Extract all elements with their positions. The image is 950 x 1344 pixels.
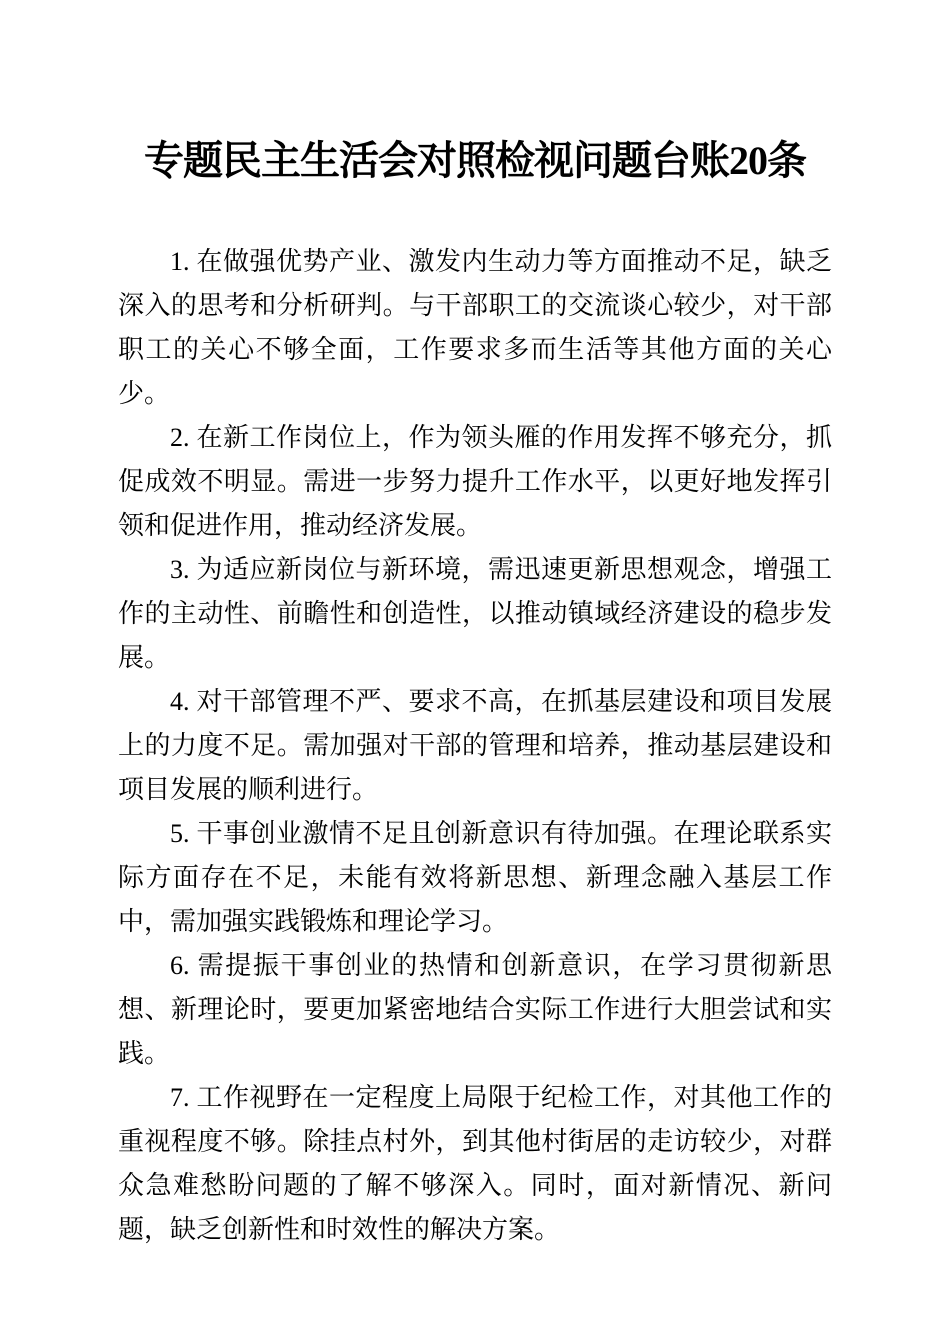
paragraph-2: 2. 在新工作岗位上，作为领头雁的作用发挥不够充分，抓促成效不明显。需进一步努力提升工作水平，以更好地发挥引领和促进作用，推动经济发展。 [118,423,832,540]
paragraph-7: 7. 工作视野在一定程度上局限于纪检工作，对其他工作的重视程度不够。除挂点村外，到其他村街居的走访较少，对群众急难愁盼问题的了解不够深入。同时，面对新情况、新问题，缺乏创新性和时效性的解决方案。 [118,1083,832,1244]
paragraph-4: 4. 对干部管理不严、要求不高，在抓基层建设和项目发展上的力度不足。需加强对干部的管理和培养，推动基层建设和项目发展的顺利进行。 [118,687,832,804]
document-body [118,240,832,1252]
paragraph-3: 3. 为适应新岗位与新环境，需迅速更新思想观念，增强工作的主动性、前瞻性和创造性，以推动镇域经济建设的稳步发展。 [118,555,832,672]
paragraph-6: 6. 需提振干事创业的热情和创新意识，在学习贯彻新思想、新理论时，要更加紧密地结合实际工作进行大胆尝试和实践。 [118,951,832,1068]
paragraph-5: 5. 干事创业激情不足且创新意识有待加强。在理论联系实际方面存在不足，未能有效将新思想、新理念融入基层工作中，需加强实践锻炼和理论学习。 [118,819,832,936]
document-title: 专题民主生活会对照检视问题台账20条 [144,138,806,183]
paragraph-1: 1. 在做强优势产业、激发内生动力等方面推动不足，缺乏深入的思考和分析研判。与干部职工的交流谈心较少，对干部职工的关心不够全面，工作要求多而生活等其他方面的关心少。 [118,247,832,408]
